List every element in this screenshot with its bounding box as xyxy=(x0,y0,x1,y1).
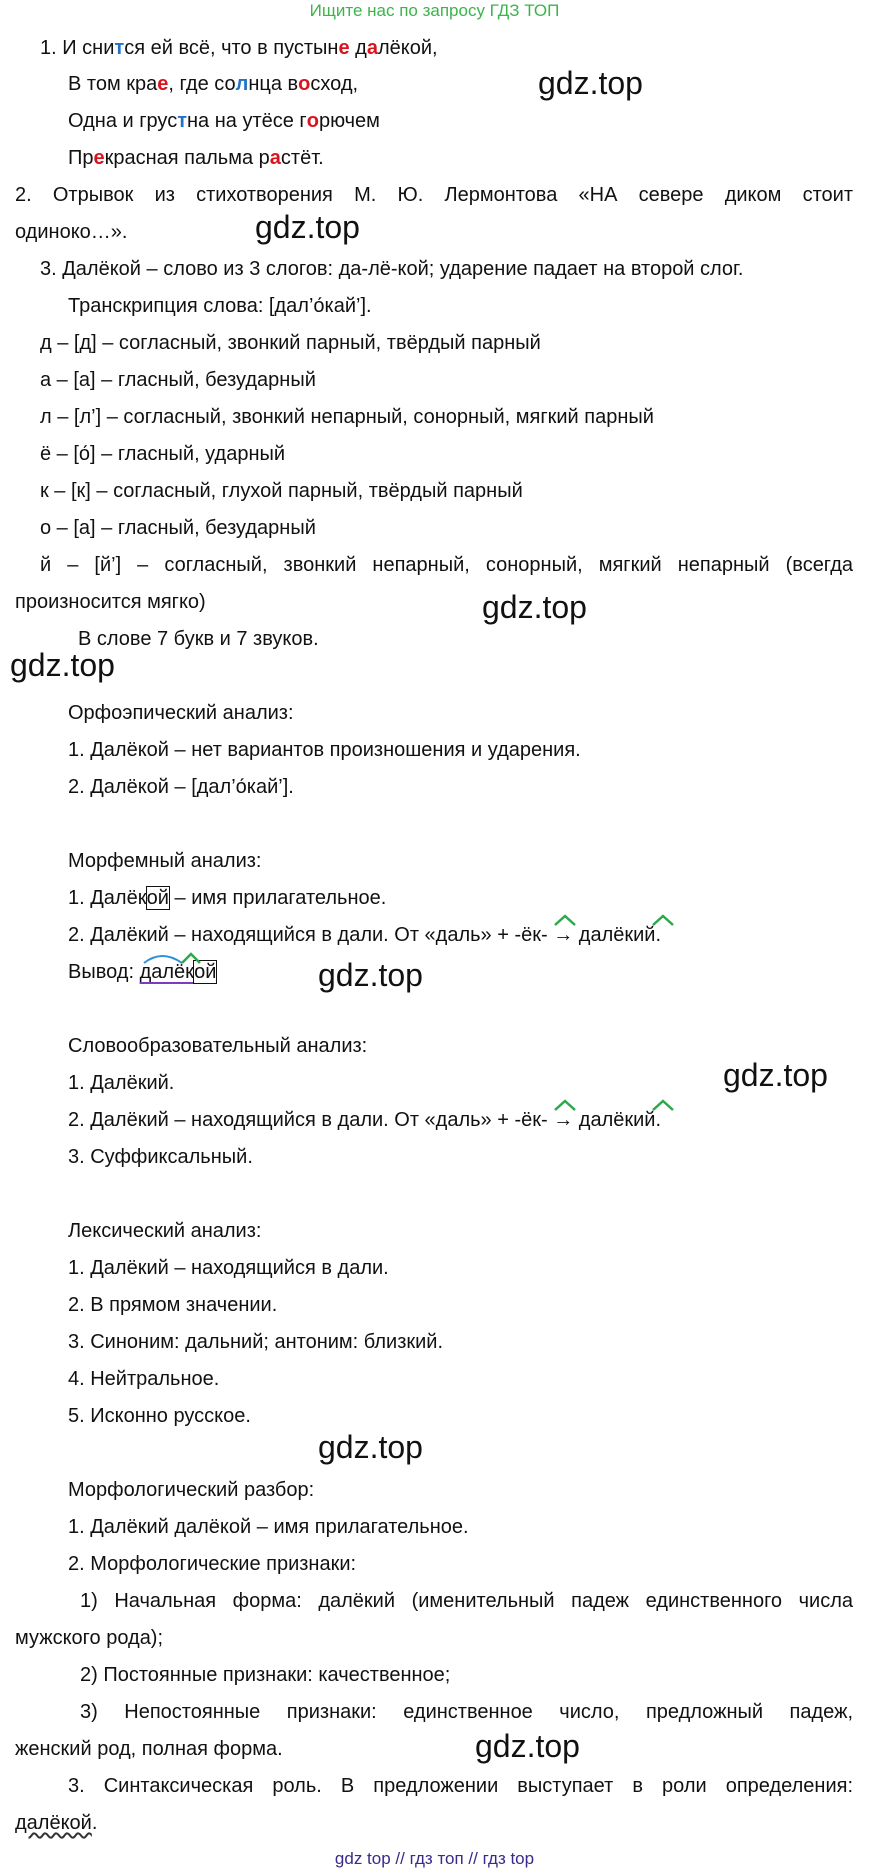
letter-analysis-row: к – [к] – согласный, глухой парный, твёрдый парный xyxy=(40,480,523,502)
watermark: gdz.top xyxy=(538,65,643,101)
lexical-item: 4. Нейтральное. xyxy=(68,1368,220,1390)
letter-analysis-row: ё – [о́] – гласный, ударный xyxy=(40,443,286,465)
poem-line-3: Одна и грустна на утёсе горючем xyxy=(68,110,380,132)
morphological-sub-3: 3) Непостоянные признаки: единственное число, предложный падеж, xyxy=(80,1701,853,1723)
item-3-line-1: 3. Далёкой – слово из 3 слогов: да-лё-кой; ударение падает на второй слог. xyxy=(40,258,744,280)
derivational-title: Словообразовательный анализ: xyxy=(68,1035,368,1057)
transcription: Транскрипция слова: [дал’о́кай’]. xyxy=(68,295,372,317)
morphemic-item-1: 1. Далёкой – имя прилагательное. xyxy=(68,887,387,909)
letter-analysis-row-last-cont: произносится мягко) xyxy=(15,591,206,613)
poem-line-4: Прекрасная пальма растёт. xyxy=(68,147,324,169)
item-number: 1. xyxy=(40,37,57,59)
morphological-title: Морфологический разбор: xyxy=(68,1479,315,1501)
suffix-mark-icon xyxy=(553,914,577,926)
root-arc-icon xyxy=(142,951,204,965)
poem-line-2: В том крае, где солнца восход, xyxy=(68,73,359,95)
letter-analysis-row: о – [а] – гласный, безударный xyxy=(40,517,316,539)
suffix-mark-icon xyxy=(651,1099,675,1111)
orthoepic-title: Орфоэпический анализ: xyxy=(68,702,294,724)
morphemic-item-2: 2. Далёкий – находящийся в дали. От «даль» + -ёк- → далёкий. xyxy=(68,924,662,946)
morphological-sub-1-cont: мужского рода); xyxy=(15,1627,164,1649)
morphological-sub-1: 1) Начальная форма: далёкий (именительный падеж единственного числа xyxy=(80,1590,853,1612)
poem-text: И снится ей всё, что в пустыне далёкой, xyxy=(62,37,438,59)
watermark: gdz.top xyxy=(482,589,587,625)
morphological-sub-3-cont: женский род, полная форма. xyxy=(15,1738,283,1760)
morphological-item-1: 1. Далёкий далёкой – имя прилагательное. xyxy=(68,1516,469,1538)
suffix-mark-icon xyxy=(553,1099,577,1111)
lexical-item: 1. Далёкий – находящийся в дали. xyxy=(68,1257,389,1279)
footer-links[interactable]: gdz top // гдз топ // гдз top xyxy=(334,1849,535,1868)
item-2-line-2: одиноко…». xyxy=(15,221,128,243)
ending-box: ой xyxy=(194,961,217,983)
letter-analysis-row: д – [д] – согласный, звонкий парный, твёрдый парный xyxy=(40,332,541,354)
orthoepic-item: 2. Далёкой – [дал’о́кай’]. xyxy=(68,776,294,798)
item-2-line-1: 2. Отрывок из стихотворения М. Ю. Лермонтова «НА севере диком стоит xyxy=(15,184,853,206)
word-stem: далёк xyxy=(139,961,195,983)
lexical-item: 5. Исконно русское. xyxy=(68,1405,251,1427)
header-search-link[interactable]: Ищите нас по запросу ГДЗ ТОП xyxy=(309,1,560,20)
morphological-sub-2: 2) Постоянные признаки: качественное; xyxy=(80,1664,451,1686)
watermark: gdz.top xyxy=(723,1057,828,1093)
orthoepic-item: 1. Далёкой – нет вариантов произношения и ударения. xyxy=(68,739,581,761)
watermark: gdz.top xyxy=(318,1429,423,1465)
letter-analysis-row: а – [а] – гласный, безударный xyxy=(40,369,316,391)
letter-sound-count: В слове 7 букв и 7 звуков. xyxy=(78,628,319,650)
suffix-mark-icon xyxy=(651,914,675,926)
watermark: gdz.top xyxy=(10,647,115,683)
attribute-word: далёкой xyxy=(15,1812,92,1834)
lexical-item: 3. Синоним: дальний; антоним: близкий. xyxy=(68,1331,444,1353)
letter-analysis-row-last: й – [й’] – согласный, звонкий непарный, сонорный, мягкий непарный (всегда xyxy=(40,554,853,576)
watermark: gdz.top xyxy=(475,1728,580,1764)
lexical-title: Лексический анализ: xyxy=(68,1220,262,1242)
morphemic-title: Морфемный анализ: xyxy=(68,850,262,872)
morphological-item-3-cont: далёкой. xyxy=(15,1812,98,1834)
letter-analysis-row: л – [л’] – согласный, звонкий непарный, сонорный, мягкий парный xyxy=(40,406,654,428)
morphological-item-2: 2. Морфологические признаки: xyxy=(68,1553,357,1575)
derivational-item: 3. Суффиксальный. xyxy=(68,1146,253,1168)
poem-line-1 xyxy=(40,36,438,60)
watermark: gdz.top xyxy=(318,957,423,993)
lexical-item: 2. В прямом значении. xyxy=(68,1294,278,1316)
morphological-item-3: 3. Синтаксическая роль. В предложении выступает в роли определения: xyxy=(68,1775,853,1797)
watermark: gdz.top xyxy=(255,209,360,245)
ending-box: ой xyxy=(146,887,169,909)
morphemic-conclusion: Вывод: далёкой xyxy=(68,961,217,983)
derivational-item: 1. Далёкий. xyxy=(68,1072,175,1094)
derivational-item: 2. Далёкий – находящийся в дали. От «даль» + -ёк- → далёкий. xyxy=(68,1109,662,1131)
